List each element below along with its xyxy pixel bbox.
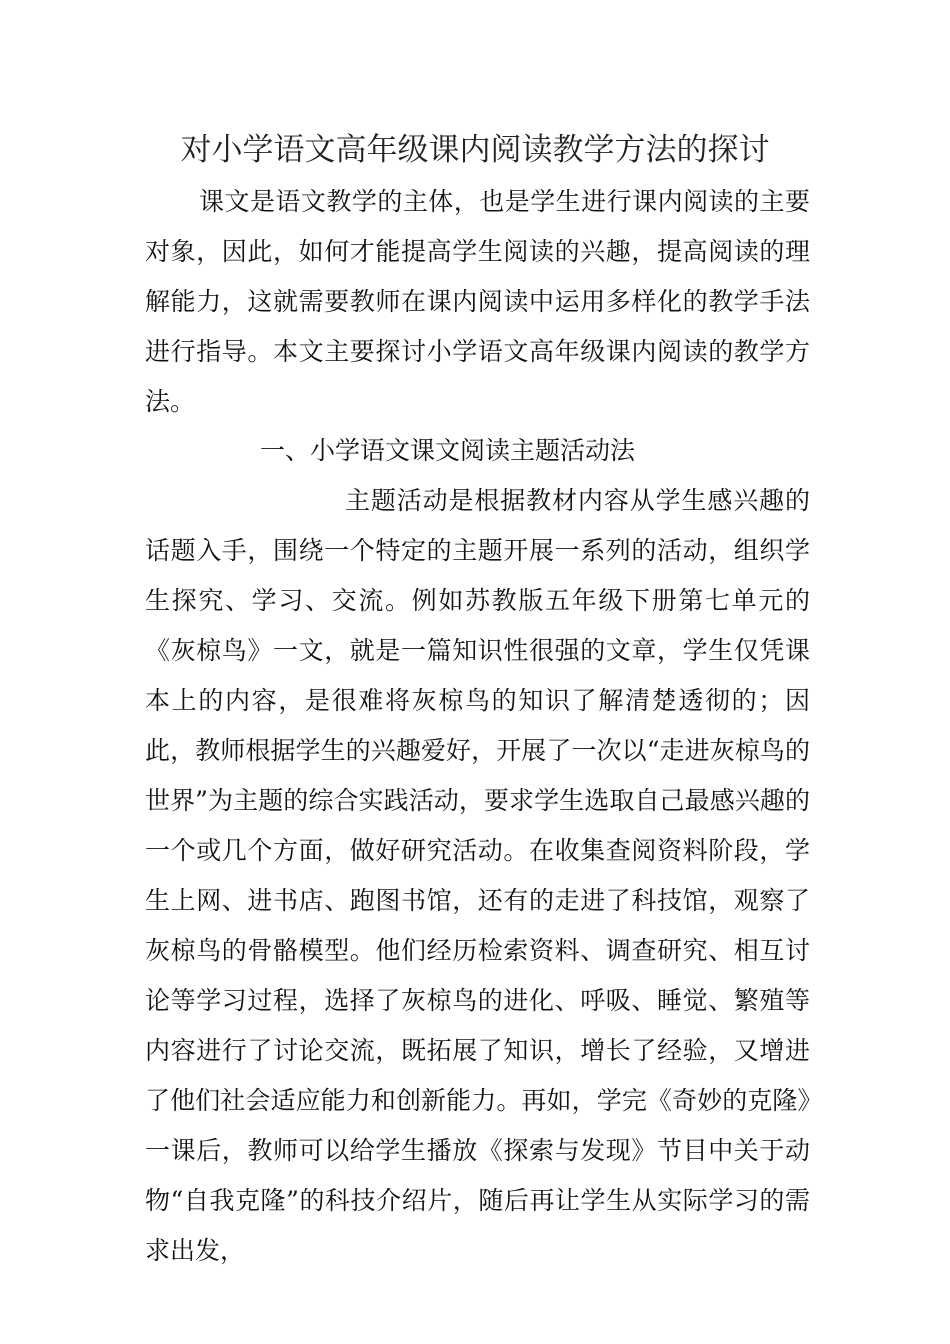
section-heading: 一、小学语文课文阅读主题活动法 bbox=[260, 436, 636, 465]
intro-paragraph: 课文是语文教学的主体，也是学生进行课内阅读的主要对象，因此，如何才能提高学生阅读的兴趣，提高阅读的理解能力，这就需要教师在课内阅读中运用多样化的教学手法进行指导。本文主要探讨小学语文高年级课内阅读的教学方法。 bbox=[145, 187, 810, 416]
section-paragraph: 主题活动是根据教材内容从学生感兴趣的话题入手，围绕一个特定的主题开展一系列的活动，组织学生探究、学习、交流。例如苏教版五年级下册第七单元的《灰椋鸟》一文，就是一篇知识性很强的文章，学生仅凭课本上的内容，是很难将灰椋鸟的知识了解清楚透彻的；因此，教师根据学生的兴趣爱好，开展了一次以“走进灰椋鸟的世界”为主题的综合实践活动，要求学生选取自己最感兴趣的一个或几个方面，做好研究活动。在收集查阅资料阶段，学生上网、进书店、跑图书馆，还有的走进了科技馆，观察了灰椋鸟的骨骼模型。他们经历检索资料、调查研究、相互讨论等学习过程，选择了灰椋鸟的进化、呼吸、睡觉、繁殖等内容进行了讨论交流，既拓展了知识，增长了经验，又增进了他们社会适应能力和创新能力。再如，学完《奇妙的克隆》一课后，教师可以给学生播放《探索与发现》节目中关于动物“自我克隆”的科技介绍片，随后再让学生从实际学习的需求出发， bbox=[145, 486, 810, 1265]
document-title: 对小学语文高年级课内阅读教学方法的探讨 bbox=[180, 132, 770, 168]
